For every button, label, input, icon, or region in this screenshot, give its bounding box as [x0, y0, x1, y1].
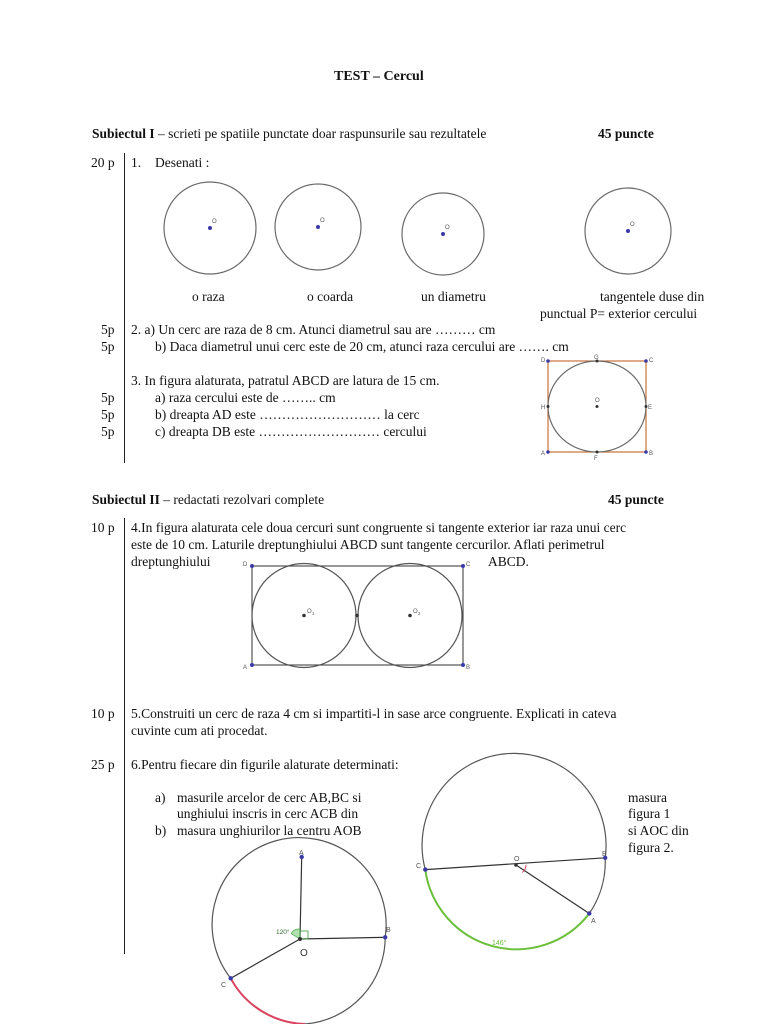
q3c-points: 5p: [101, 424, 115, 439]
label-A: A: [591, 918, 596, 925]
q1-caption-diametru: un diametru: [421, 289, 486, 304]
q1-circle-figure-2: [274, 183, 369, 275]
label-O2-sub: 2: [418, 611, 421, 616]
q6-points: 25 p: [91, 757, 115, 772]
q3b-text: b) dreapta AD este ……………………… la cerc: [155, 407, 420, 422]
q6b-line1: masura unghiurilor la centru AOB: [177, 823, 362, 838]
label-B: B: [386, 927, 391, 934]
subject2-points: 45 puncte: [608, 492, 664, 507]
q3b-points: 5p: [101, 407, 115, 422]
q1-circle-figure-1: [160, 183, 270, 275]
q6-right-2: figura 1: [628, 806, 671, 821]
label-H: H: [541, 405, 546, 411]
label-E: E: [648, 405, 653, 411]
angle-label: 120°: [276, 929, 290, 936]
label-O1: O: [307, 609, 312, 615]
label-C: C: [466, 562, 471, 568]
label-C: C: [649, 358, 654, 364]
q6a-line1: masurile arcelor de cerc AB,BC si: [177, 790, 362, 805]
q4-line1: 4.In figura alaturata cele doua cercuri sunt congruente si tangente exterior iar raza unui cerc: [131, 520, 627, 535]
q6a-marker: a): [155, 790, 166, 805]
label-D: D: [243, 562, 248, 568]
q6-intro: 6.Pentru fiecare din figurile alaturate determinati:: [131, 757, 399, 772]
subject2-margin-line: [124, 518, 125, 954]
q2a-points: 5p: [101, 322, 115, 337]
q2b-points: 5p: [101, 339, 115, 354]
label-D: D: [541, 358, 546, 364]
label-F: F: [594, 456, 598, 462]
q2b-text: b) Daca diametrul unui cerc este de 20 cm, atunci raza cercului are ……. cm: [155, 339, 569, 354]
center-label: O: [320, 218, 325, 224]
arc-label: 146°: [492, 940, 507, 947]
q4-rectangle-figure: [240, 558, 480, 672]
q1-caption-raza: o raza: [192, 289, 225, 304]
q5-line2: cuvinte cum ati procedat.: [131, 723, 268, 738]
label-B: B: [466, 665, 471, 671]
q1-text: Desenati :: [155, 155, 210, 170]
q4-line3b: ABCD.: [488, 554, 529, 569]
subject2-instruction: – redactati rezolvari complete: [159, 492, 325, 507]
q1-circle-figure-3: [398, 192, 490, 277]
q6-figure-2: [418, 780, 618, 960]
label-A: A: [299, 850, 304, 857]
label-O2: O: [413, 609, 418, 615]
q3-intro: 3. In figura alaturata, patratul ABCD are latura de 15 cm.: [131, 373, 440, 388]
center-label: O: [630, 222, 635, 228]
label-O1-sub: 1: [312, 611, 315, 616]
q1-caption-tangente-extra: punctual P= exterior cercului: [540, 306, 698, 321]
q4-line3a: dreptunghiului: [131, 554, 211, 569]
subject1-instruction: – scrieti pe spatiile punctate doar raspunsurile sau rezultatele: [154, 126, 487, 141]
q1-number: 1.: [131, 155, 142, 170]
q1-points: 20 p: [91, 155, 115, 170]
q3a-points: 5p: [101, 390, 115, 405]
q6-figure-1: [212, 848, 402, 1024]
label-O: O: [595, 398, 600, 404]
q6b-marker: b): [155, 823, 167, 838]
q6-right-3: si AOC din: [628, 823, 689, 838]
label-O: O: [300, 948, 308, 959]
subject2-heading: Subiectul II: [92, 492, 160, 507]
label-A: A: [541, 451, 546, 457]
q1-caption-coarda: o coarda: [307, 289, 354, 304]
label-O: O: [514, 856, 520, 863]
q3-square-figure: [536, 354, 660, 460]
q3c-text: c) dreapta DB este ……………………… cercului: [155, 424, 427, 439]
q6a-line2: unghiului inscris in cerc ACB din: [177, 806, 359, 821]
subject2-heading-line: [92, 491, 324, 508]
label-C: C: [416, 863, 422, 870]
q5-points: 10 p: [91, 706, 115, 721]
subject1-heading: Subiectul I: [92, 126, 155, 141]
q6-right-1: masura: [628, 790, 667, 805]
center-label: O: [445, 225, 450, 231]
page-title: TEST – Cercul: [334, 69, 424, 84]
q6-right-4: figura 2.: [628, 840, 674, 855]
label-G: G: [594, 355, 599, 361]
q1-circle-figure-4: [583, 188, 675, 276]
label-C: C: [221, 982, 227, 989]
q5-line1: 5.Construiti un cerc de raza 4 cm si impartiti-l in sase arce congruente. Explicati in cateva: [131, 706, 617, 721]
q1-caption-tangente: tangentele duse din: [600, 289, 705, 304]
label-B: B: [649, 451, 654, 457]
subject1-margin-line: [124, 153, 125, 463]
q4-points: 10 p: [91, 520, 115, 535]
q3a-text: a) raza cercului este de …….. cm: [155, 390, 336, 405]
center-label: O: [212, 219, 217, 225]
subject1-points: 45 puncte: [598, 126, 654, 141]
subject1-heading-line: [92, 125, 486, 142]
q2a-text: 2. a) Un cerc are raza de 8 cm. Atunci diametrul sau are ……… cm: [131, 322, 496, 337]
q4-line2: este de 10 cm. Laturile dreptunghiului ABCD sunt tangente cercurilor. Aflati perimetrul: [131, 537, 605, 552]
label-B: B: [602, 851, 607, 858]
label-A: A: [243, 665, 248, 671]
